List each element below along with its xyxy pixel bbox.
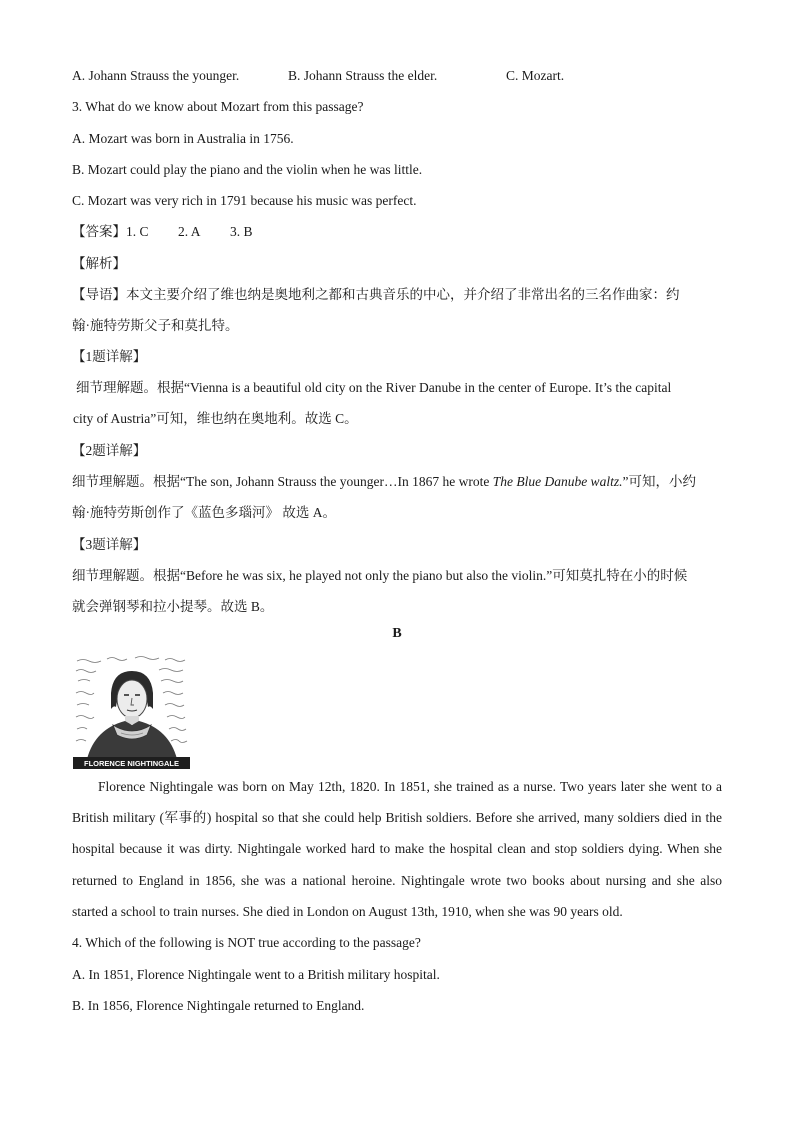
q2-options <box>72 67 564 85</box>
portrait-caption: FLORENCE NIGHTINGALE <box>84 759 179 768</box>
detail-1-line-2: city of Austria”可知，维也纳在奥地利。故选 C。 <box>73 411 358 426</box>
song-title: The Blue Danube waltz. <box>492 474 623 489</box>
q3-option-a: A. Mozart was born in Australia in 1756. <box>72 131 294 146</box>
q4-option-b: B. In 1856, Florence Nightingale returned to England. <box>72 998 365 1013</box>
passage-b-text: Florence Nightingale was born on May 12th, 1820. In 1851, she trained as a nurse. Two years later she went to a British military (军事的) hospital so that she could help British soldiers. Before she arrived, many soldiers died in the hospital because it was dirty. Nightingale worked hard to make the hospital clean and stop soldiers dying. When she returned to England in 1856, she was a national heroine. Nightingale wrote two books about nursing and she also started a school to train nurses. She died in London on August 13th, 1910, when she was 90 years old. <box>72 779 722 919</box>
answer-item: 2. A <box>178 224 201 239</box>
intro-text: 本文主要介绍了维也纳是奥地利之都和古典音乐的中心，并介绍了非常出名的三名作曲家：约 <box>126 287 680 302</box>
q2-option-c: C. Mozart. <box>506 68 565 83</box>
q4-question: 4. Which of the following is NOT true according to the passage? <box>72 935 421 950</box>
detail-3-line-1: 细节理解题。根据“Before he was six, he played not only the piano but also the violin.”可知莫扎特在小的时候 <box>72 568 688 583</box>
detail-2-label: 【2题详解】 <box>72 443 147 458</box>
detail-2-text-end: ”可知，小约 <box>622 474 696 489</box>
q3-option-b: B. Mozart could play the piano and the violin when he was little. <box>72 162 423 177</box>
analysis-label: 【解析】 <box>72 256 126 271</box>
intro-line-2: 翰·施特劳斯父子和莫扎特。 <box>72 318 239 333</box>
section-b-heading: B <box>392 626 402 641</box>
q2-option-b: B. Johann Strauss the elder. <box>288 68 438 83</box>
detail-2-line-2: 翰·施特劳斯创作了《蓝色多瑙河》 故选 A。 <box>72 505 336 520</box>
answer-item: 1. C <box>126 224 149 239</box>
q3-question: 3. What do we know about Mozart from this passage? <box>72 99 364 114</box>
nightingale-portrait <box>73 653 190 769</box>
passage-b <box>72 771 722 927</box>
intro-line-1 <box>72 286 680 304</box>
q2-option-a: A. Johann Strauss the younger. <box>72 68 240 83</box>
detail-3-label: 【3题详解】 <box>72 537 147 552</box>
detail-2-line-1 <box>72 473 696 491</box>
detail-1-label: 【1题详解】 <box>72 349 147 364</box>
detail-2-text: 细节理解题。根据“The son, Johann Strauss the younger…In 1867 he wrote <box>72 474 493 489</box>
detail-3-line-2: 就会弹钢琴和拉小提琴。故选 B。 <box>72 599 274 614</box>
answer-label: 【答案】 <box>72 224 126 239</box>
q4-option-a: A. In 1851, Florence Nightingale went to a British military hospital. <box>72 967 440 982</box>
answer-line <box>72 223 253 241</box>
intro-label: 【导语】 <box>72 287 126 302</box>
q3-option-c: C. Mozart was very rich in 1791 because his music was perfect. <box>72 193 417 208</box>
answer-item: 3. B <box>230 224 253 239</box>
detail-1-line-1: 细节理解题。根据“Vienna is a beautiful old city on the River Danube in the center of Europe. It’s the capital <box>76 380 672 395</box>
